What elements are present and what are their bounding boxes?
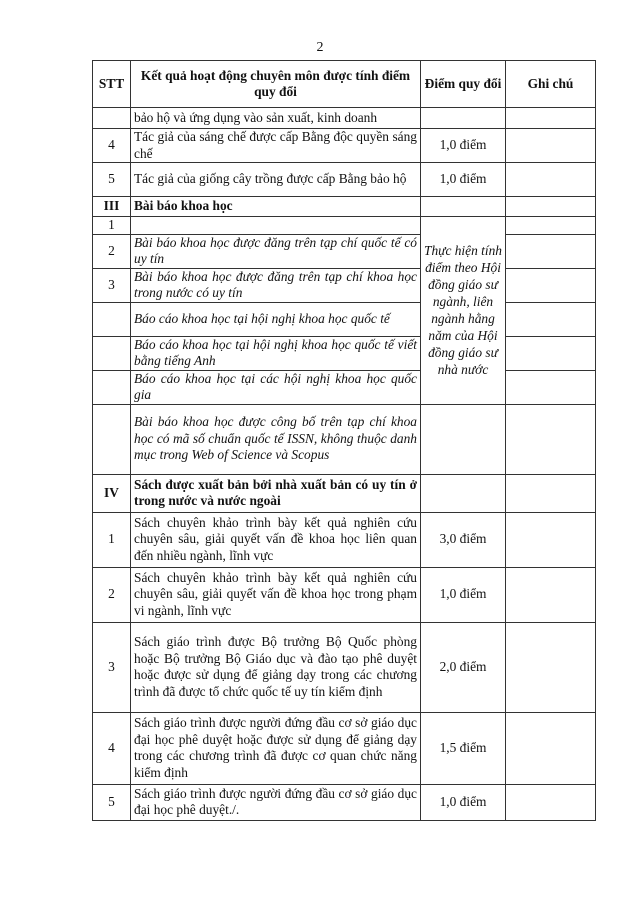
table-row <box>93 784 596 820</box>
row-note <box>506 336 596 370</box>
row-note <box>506 268 596 302</box>
row-note <box>506 567 596 622</box>
table-row <box>93 268 596 302</box>
row-score <box>421 108 506 129</box>
row-note <box>506 622 596 712</box>
row-stt: 3 <box>93 268 131 302</box>
row-content: Báo cáo khoa học tại hội nghị khoa học quốc tế <box>131 302 421 336</box>
table-row <box>93 217 596 235</box>
row-stt: 5 <box>93 163 131 197</box>
table-row <box>93 712 596 784</box>
row-content: Sách giáo trình được Bộ trưởng Bộ Quốc phòng hoặc Bộ trưởng Bộ Giáo dục và đào tạo phê duyệt hoặc được sử dụng để giảng dạy trong các chương trình đã được tổ chức quốc tế uy tín kiểm định <box>131 622 421 712</box>
row-stt <box>93 336 131 370</box>
row-score: 1,0 điểm <box>421 129 506 163</box>
row-stt <box>93 108 131 129</box>
row-content: bảo hộ và ứng dụng vào sản xuất, kinh doanh <box>131 108 421 129</box>
row-content: Sách giáo trình được người đứng đầu cơ sở giáo dục đại học phê duyệt hoặc được sử dụng để giảng dạy trong các chương trình đã được cơ quan chức năng kiểm định <box>131 712 421 784</box>
row-score: 1,0 điểm <box>421 784 506 820</box>
row-note <box>506 302 596 336</box>
score-table <box>92 60 596 821</box>
section-stt: IV <box>93 474 131 512</box>
row-stt: 5 <box>93 784 131 820</box>
row-note <box>506 217 596 235</box>
row-stt: 4 <box>93 712 131 784</box>
row-content: Sách chuyên khảo trình bày kết quả nghiên cứu chuyên sâu, giải quyết vấn đề khoa học trong phạm vi ngành, lĩnh vực <box>131 567 421 622</box>
table-row <box>93 567 596 622</box>
table-row <box>93 336 596 370</box>
row-content: Báo cáo khoa học tại các hội nghị khoa học quốc gia <box>131 370 421 404</box>
row-content: Bài báo khoa học được đăng trên tạp chí khoa học trong nước có uy tín <box>131 268 421 302</box>
row-score: 2,0 điểm <box>421 622 506 712</box>
header-note: Ghi chú <box>506 61 596 108</box>
row-note <box>506 712 596 784</box>
section-row <box>93 197 596 217</box>
table-row <box>93 302 596 336</box>
row-note <box>506 512 596 567</box>
row-score: 3,0 điểm <box>421 512 506 567</box>
section-title: Sách được xuất bản bởi nhà xuất bản có uy tín ở trong nước và nước ngoài <box>131 474 421 512</box>
row-stt: 1 <box>93 512 131 567</box>
row-note <box>506 108 596 129</box>
row-stt: 3 <box>93 622 131 712</box>
row-content: Sách giáo trình được người đứng đầu cơ sở giáo dục đại học phê duyệt./. <box>131 784 421 820</box>
header-score: Điểm quy đổi <box>421 61 506 108</box>
row-score <box>421 404 506 474</box>
row-score: 1,5 điểm <box>421 712 506 784</box>
table-row <box>93 163 596 197</box>
row-stt <box>93 404 131 474</box>
row-note <box>506 129 596 163</box>
row-note <box>506 404 596 474</box>
table-row <box>93 234 596 268</box>
row-stt <box>93 302 131 336</box>
row-stt: 4 <box>93 129 131 163</box>
merged-score-note: Thực hiện tính điểm theo Hội đồng giáo sư ngành, liên ngành hằng năm của Hội đồng giáo sư nhà nước <box>421 217 506 405</box>
header-content: Kết quả hoạt động chuyên môn được tính điểm quy đổi <box>131 61 421 108</box>
row-content: Báo cáo khoa học tại hội nghị khoa học quốc tế viết bằng tiếng Anh <box>131 336 421 370</box>
row-stt: 2 <box>93 567 131 622</box>
row-content: Tác giả của giống cây trồng được cấp Bằng bảo hộ <box>131 163 421 197</box>
row-content <box>131 217 421 235</box>
row-stt: 2 <box>93 234 131 268</box>
table-header-row <box>93 61 596 108</box>
table-row <box>93 370 596 404</box>
row-content: Sách chuyên khảo trình bày kết quả nghiên cứu chuyên sâu, giải quyết vấn đề khoa học liên quan đến nhiều ngành, lĩnh vực <box>131 512 421 567</box>
row-note <box>506 163 596 197</box>
row-content: Tác giả của sáng chế được cấp Bằng độc quyền sáng chế <box>131 129 421 163</box>
table-row <box>93 622 596 712</box>
section-row <box>93 474 596 512</box>
row-note <box>506 234 596 268</box>
row-score <box>421 474 506 512</box>
table-row <box>93 129 596 163</box>
row-note <box>506 197 596 217</box>
row-content: Bài báo khoa học được công bố trên tạp chí khoa học có mã số chuẩn quốc tế ISSN, không thuộc danh mục trong Web of Science và Scopus <box>131 404 421 474</box>
table-row <box>93 404 596 474</box>
row-note <box>506 370 596 404</box>
row-stt <box>93 370 131 404</box>
row-note <box>506 474 596 512</box>
row-stt: 1 <box>93 217 131 235</box>
header-stt: STT <box>93 61 131 108</box>
table-row <box>93 108 596 129</box>
row-note <box>506 784 596 820</box>
row-score: 1,0 điểm <box>421 567 506 622</box>
table-row <box>93 512 596 567</box>
row-score <box>421 197 506 217</box>
page-number: 2 <box>316 40 324 55</box>
section-stt: III <box>93 197 131 217</box>
row-content: Bài báo khoa học được đăng trên tạp chí quốc tế có uy tín <box>131 234 421 268</box>
row-score: 1,0 điểm <box>421 163 506 197</box>
section-title: Bài báo khoa học <box>131 197 421 217</box>
